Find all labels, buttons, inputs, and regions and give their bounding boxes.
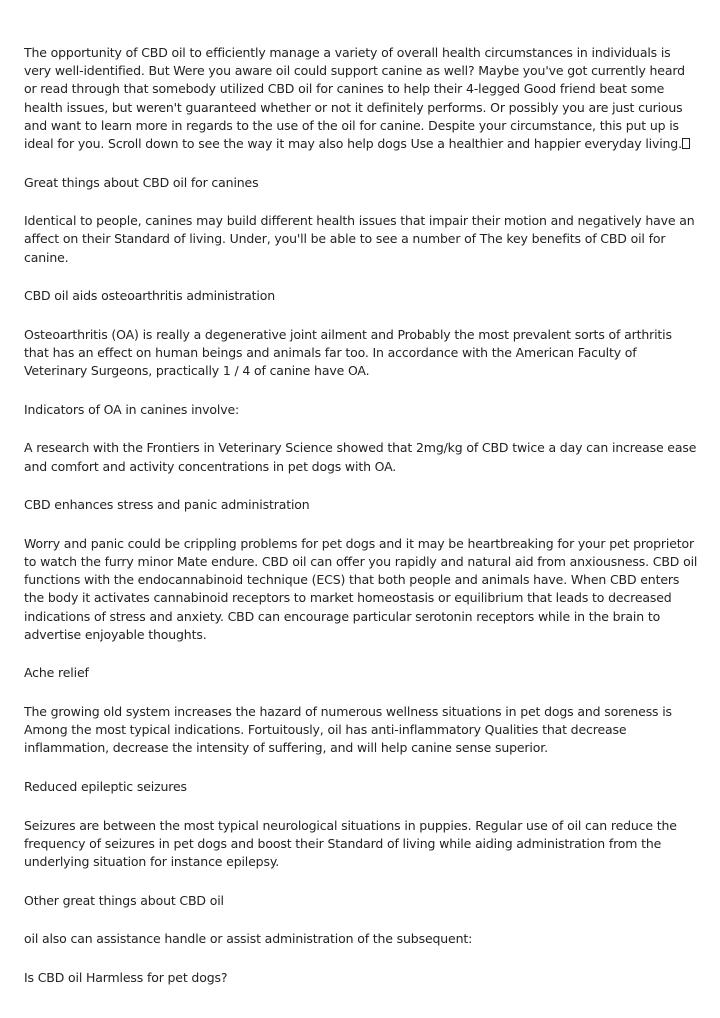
research-paragraph: A research with the Frontiers in Veterinary Science showed that 2mg/kg of CBD twice a day can increase ease and comfort and activity concentrations in pet dogs with OA. [24,440,697,474]
osteoarthritis-paragraph: Osteoarthritis (OA) is really a degenerative joint ailment and Probably the most prevalent sorts of arthritis that has an effect on human beings and animals far too. In accordance with the American Faculty of Veterinary Surgeons, practically 1 / 4 of canine have OA. [24,326,672,379]
intro-text: The opportunity of CBD oil to efficiently manage a variety of overall health circumstances in individuals is very well-identified. But Were you aware oil could support canine as well? Maybe you've got currently heard or read through that somebody utilized CBD oil for canines to help their 4-legged Good friend beat some health issues, but weren't guaranteed whether or not it definitely performs. Or possibly you are just curious and want to learn more in regards to the use of the oil for canine. Despite your circumstance, this put up is ideal for you. Scroll down to see the way it may also help dogs Use a healthier and happier everyday living. [24,45,685,152]
section-heading-ache-relief: Ache relief [24,665,89,681]
other-benefits-paragraph: oil also can assistance handle or assist administration of the subsequent: [24,931,473,947]
section-heading-osteoarthritis: CBD oil aids osteoarthritis administration [24,288,276,304]
benefits-paragraph: Identical to people, canines may build different health issues that impair their motion and negatively have an affect on their Standard of living. Under, you'll be able to see a number of The key benefits of CBD oil for canine. [24,213,695,265]
stress-paragraph: Worry and panic could be crippling problems for pet dogs and it may be heartbreaking for your pet proprietor to watch the furry minor Mate endure. CBD oil can offer you rapidly and natural aid from anxiousness. CBD oil functions with the endocannabinoid technique (ECS) that both people and animals have. When CBD enters the body it activates cannabinoid receptors to market homeostasis or equilibrium that leads to decreased indications of stress and anxiety. CBD can encourage particular serotonin receptors while in the brain to advertise enjoyable thoughts. [24,535,698,642]
article-body [24,44,698,1007]
seizures-paragraph: Seizures are between the most typical neurological situations in puppies. Regular use of oil can reduce the frequency of seizures in pet dogs and boost their Standard of living while aiding administration from the underlying situation for instance epilepsy. [24,817,677,869]
section-heading-safety: Is CBD oil Harmless for pet dogs? [24,969,228,985]
missing-glyph-box [682,138,690,149]
section-heading-stress: CBD enhances stress and panic administration [24,497,310,513]
section-heading-seizures: Reduced epileptic seizures [24,778,187,794]
intro-paragraph [24,44,698,153]
section-heading-other-benefits: Other great things about CBD oil [24,892,224,908]
section-heading-oa-indicators: Indicators of OA in canines involve: [24,401,240,417]
section-heading-benefits: Great things about CBD oil for canines [24,174,259,190]
ache-relief-paragraph: The growing old system increases the hazard of numerous wellness situations in pet dogs and soreness is Among the most typical indications. Fortuitously, oil has anti-inflammatory Qualities that decrease inflammation, decrease the intensity of suffering, and will help canine sense superior. [24,703,672,756]
